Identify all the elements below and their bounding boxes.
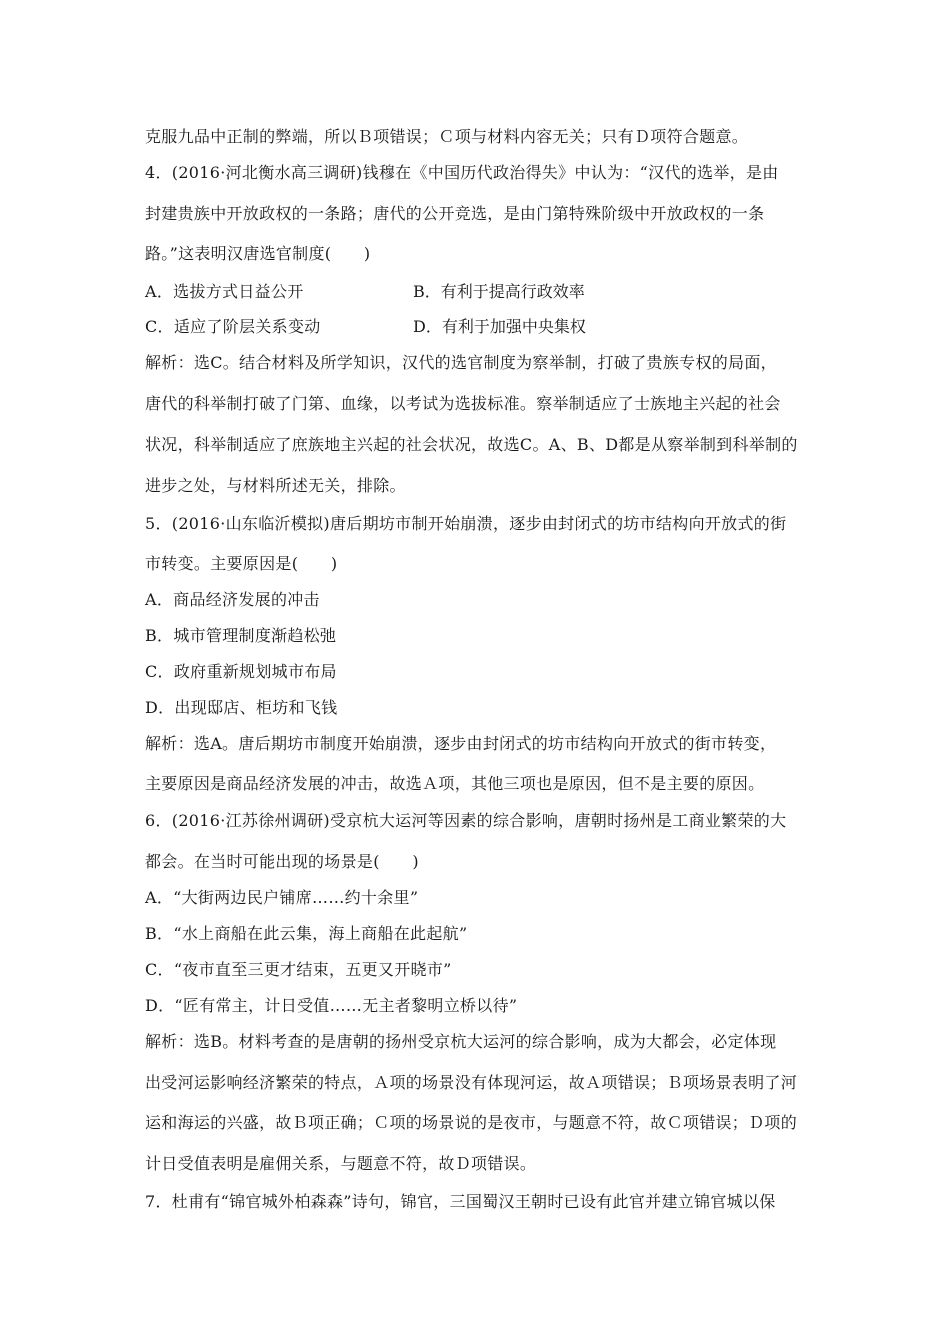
q6-stem-line: 都会。在当时可能出现的场景是( )	[145, 852, 419, 871]
q4-option-c: C．适应了阶层关系变动	[145, 317, 321, 336]
q4-analysis-line: 唐代的科举制打破了门第、血缘，以考试为选拔标准。察举制适应了士族地主兴起的社会	[145, 394, 781, 413]
q5-option-c: C．政府重新规划城市布局	[145, 662, 337, 681]
q4-analysis-line: 状况，科举制适应了庶族地主兴起的社会状况，故选C。A、B、D都是从察举制到科举制的	[145, 435, 798, 454]
q4-stem-line: 4．(2016·河北衡水高三调研)钱穆在《中国历代政治得失》中认为：“汉代的选举，是由	[145, 163, 779, 182]
q4-option-b: B．有利于提高行政效率	[413, 282, 585, 301]
q6-option-d: D．“匠有常主，计日受值……无主者黎明立桥以待”	[145, 996, 518, 1015]
q5-option-b: B．城市管理制度渐趋松弛	[145, 626, 337, 645]
q5-option-a: A．商品经济发展的冲击	[145, 590, 320, 609]
q6-option-a: A．“大街两边民户铺席……约十余里”	[145, 888, 419, 907]
q6-analysis-line: 运和海运的兴盛，故Ｂ项正确；Ｃ项的场景说的是夜市，与题意不符，故Ｃ项错误；Ｄ项的	[145, 1113, 798, 1132]
q5-stem-line: 5．(2016·山东临沂模拟)唐后期坊市制开始崩溃，逐步由封闭式的坊市结构向开放式的街	[145, 514, 787, 533]
q6-option-c: C．“夜市直至三更才结束，五更又开晓市”	[145, 960, 452, 979]
q4-option-a: A．选拔方式日益公开	[145, 282, 304, 301]
q7-stem-line: 7．杜甫有“锦官城外柏森森”诗句，锦官，三国蜀汉王朝时已设有此官并建立锦官城以保	[145, 1192, 776, 1211]
q6-option-b: B．“水上商船在此云集，海上商船在此起航”	[145, 924, 468, 943]
q5-option-d: D．出现邸店、柜坊和飞钱	[145, 698, 338, 717]
q6-analysis-line: 出受河运影响经济繁荣的特点，Ａ项的场景没有体现河运，故Ａ项错误；Ｂ项场景表明了河	[145, 1073, 798, 1092]
q6-stem-line: 6．(2016·江苏徐州调研)受京杭大运河等因素的综合影响，唐朝时扬州是工商业繁荣的大	[145, 811, 787, 830]
q6-analysis-line: 解析：选B。材料考查的是唐朝的扬州受京杭大运河的综合影响，成为大都会，必定体现	[145, 1032, 777, 1051]
q4-option-d: D．有利于加强中央集权	[413, 317, 586, 336]
q4-analysis-line: 进步之处，与材料所述无关，排除。	[145, 476, 406, 495]
q5-analysis-line: 解析：选A。唐后期坊市制度开始崩溃，逐步由封闭式的坊市结构向开放式的街市转变，	[145, 734, 777, 753]
q6-analysis-line: 计日受值表明是雇佣关系，与题意不符，故Ｄ项错误。	[145, 1154, 537, 1173]
q4-stem-line: 封建贵族中开放政权的一条路；唐代的公开竞选，是由门第特殊阶级中开放政权的一条	[145, 204, 765, 223]
q4-analysis-line: 解析：选C。结合材料及所学知识，汉代的选官制度为察举制，打破了贵族专权的局面，	[145, 353, 777, 372]
q4-stem-line: 路。”这表明汉唐选官制度( )	[145, 244, 371, 263]
q5-analysis-line: 主要原因是商品经济发展的冲击，故选Ａ项，其他三项也是原因，但不是主要的原因。	[145, 774, 765, 793]
q3-analysis-tail: 克服九品中正制的弊端，所以Ｂ项错误；Ｃ项与材料内容无关；只有Ｄ项符合题意。	[145, 127, 749, 146]
q5-stem-line: 市转变。主要原因是( )	[145, 554, 338, 573]
